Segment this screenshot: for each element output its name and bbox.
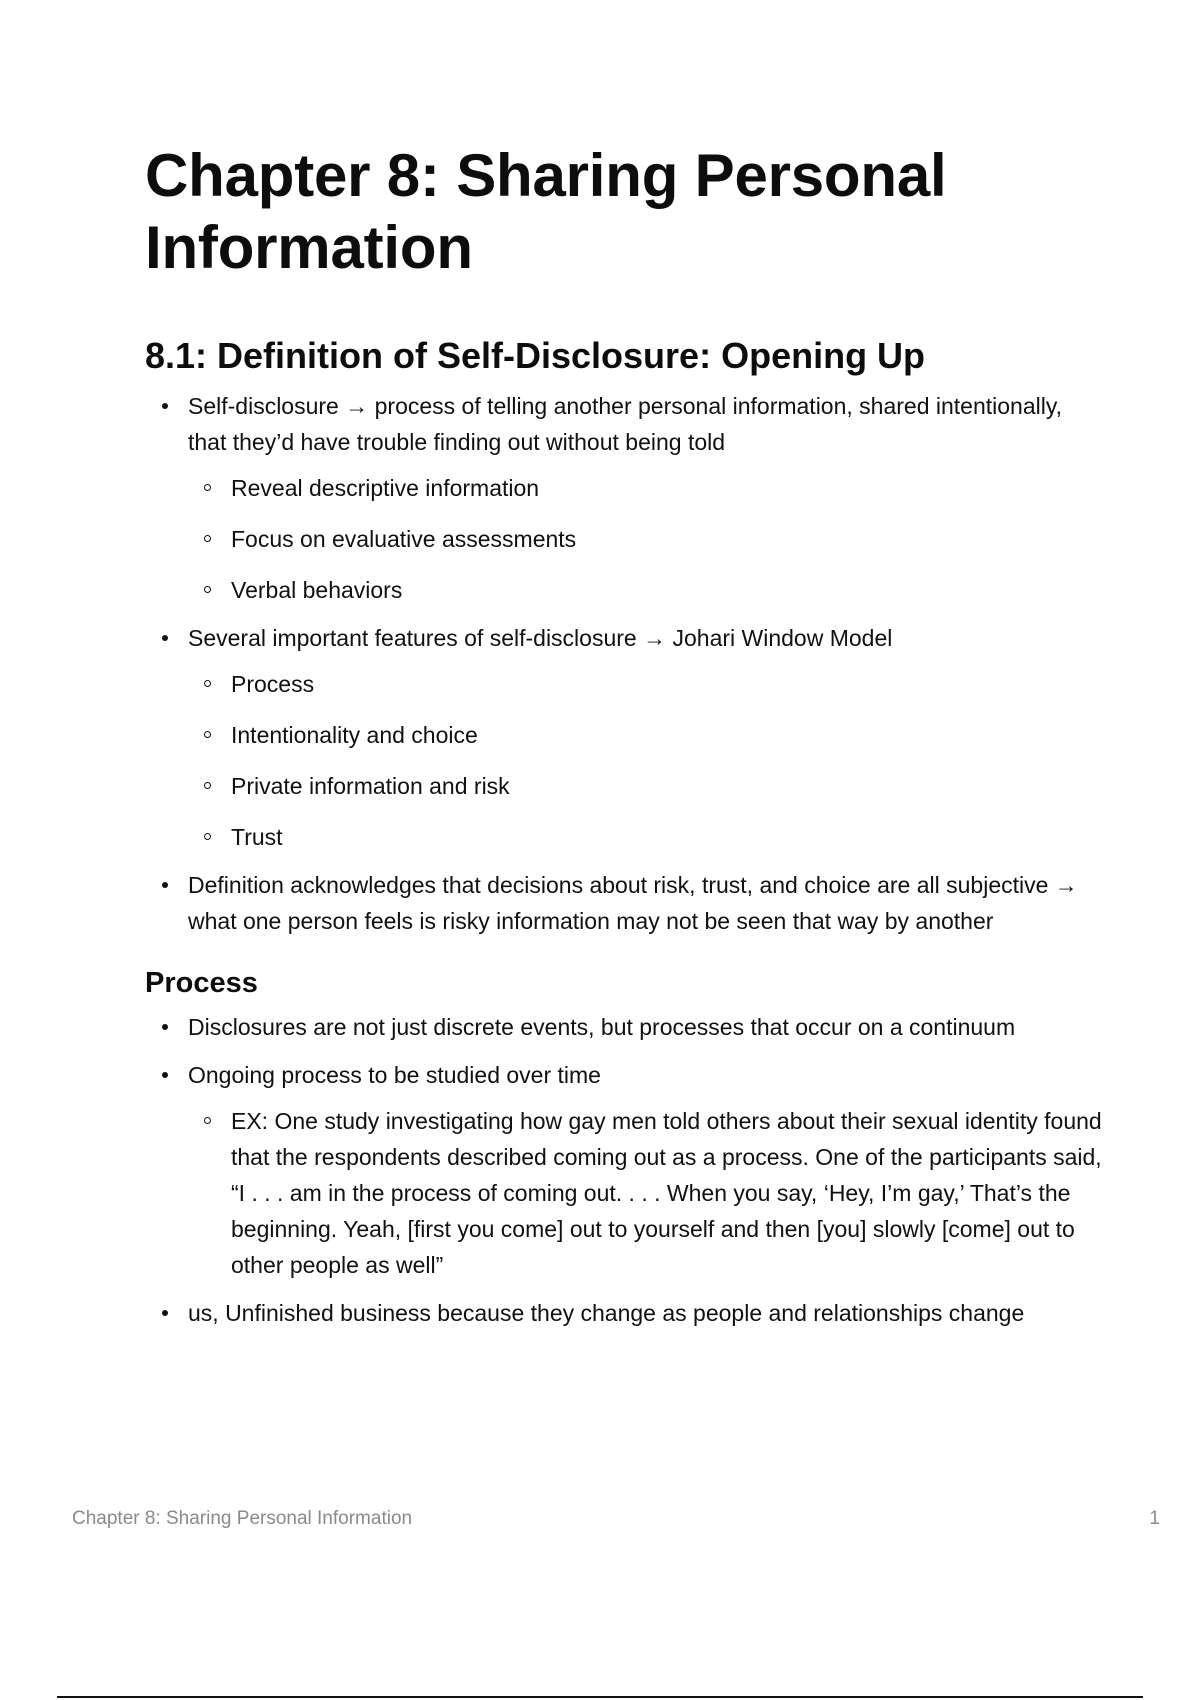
sub-list <box>188 1103 1105 1283</box>
sub-list-item: Reveal descriptive information <box>188 470 1105 506</box>
sub-list-item: Process <box>188 666 1105 702</box>
page-number: 1 <box>1149 1508 1160 1529</box>
list-item-text: Definition acknowledges that decisions about risk, trust, and choice are all subjective → what one person feels is risky information may not be seen that way by another <box>188 872 1078 934</box>
list-item <box>145 1009 1105 1045</box>
list-item-text: Ongoing process to be studied over time <box>188 1062 601 1088</box>
list-item <box>145 867 1105 939</box>
list-item <box>145 1295 1105 1331</box>
page-bottom-divider <box>57 1696 1143 1698</box>
section-8-1-list <box>145 388 1105 939</box>
sub-list-item: Trust <box>188 819 1105 855</box>
footer-title: Chapter 8: Sharing Personal Information <box>72 1508 413 1529</box>
page-content <box>145 140 1105 1343</box>
list-item-text: Self-disclosure → process of telling another personal information, shared intentionally, that they’d have trouble finding out without being told <box>188 393 1063 455</box>
sub-list-item: Private information and risk <box>188 768 1105 804</box>
list-item-text: us, Unfinished business because they change as people and relationships change <box>188 1300 1025 1326</box>
section-heading-8-1: 8.1: Definition of Self-Disclosure: Opening Up <box>145 335 926 376</box>
section-heading-process: Process <box>145 967 258 999</box>
sub-list-item: Intentionality and choice <box>188 717 1105 753</box>
page-title: Chapter 8: Sharing Personal Information <box>145 142 947 281</box>
sub-list-item: EX: One study investigating how gay men told others about their sexual identity found that the respondents described coming out as a process. One of the participants said, “I . . . am in the process of coming out. . . . When you say, ‘Hey, I’m gay,’ That’s the beginning. Yeah, [first you come] out to yourself and then [you] slowly [come] out to other people as well” <box>188 1103 1105 1283</box>
process-list <box>145 1009 1105 1331</box>
sub-list <box>188 470 1105 608</box>
list-item <box>145 620 1105 855</box>
sub-list-item: Focus on evaluative assessments <box>188 521 1105 557</box>
list-item-text: Several important features of self-disclosure → Johari Window Model <box>188 625 893 651</box>
list-item-text: Disclosures are not just discrete events, but processes that occur on a continuum <box>188 1014 1016 1040</box>
sub-list <box>188 666 1105 855</box>
sub-list-item: Verbal behaviors <box>188 572 1105 608</box>
list-item <box>145 388 1105 608</box>
list-item <box>145 1057 1105 1283</box>
